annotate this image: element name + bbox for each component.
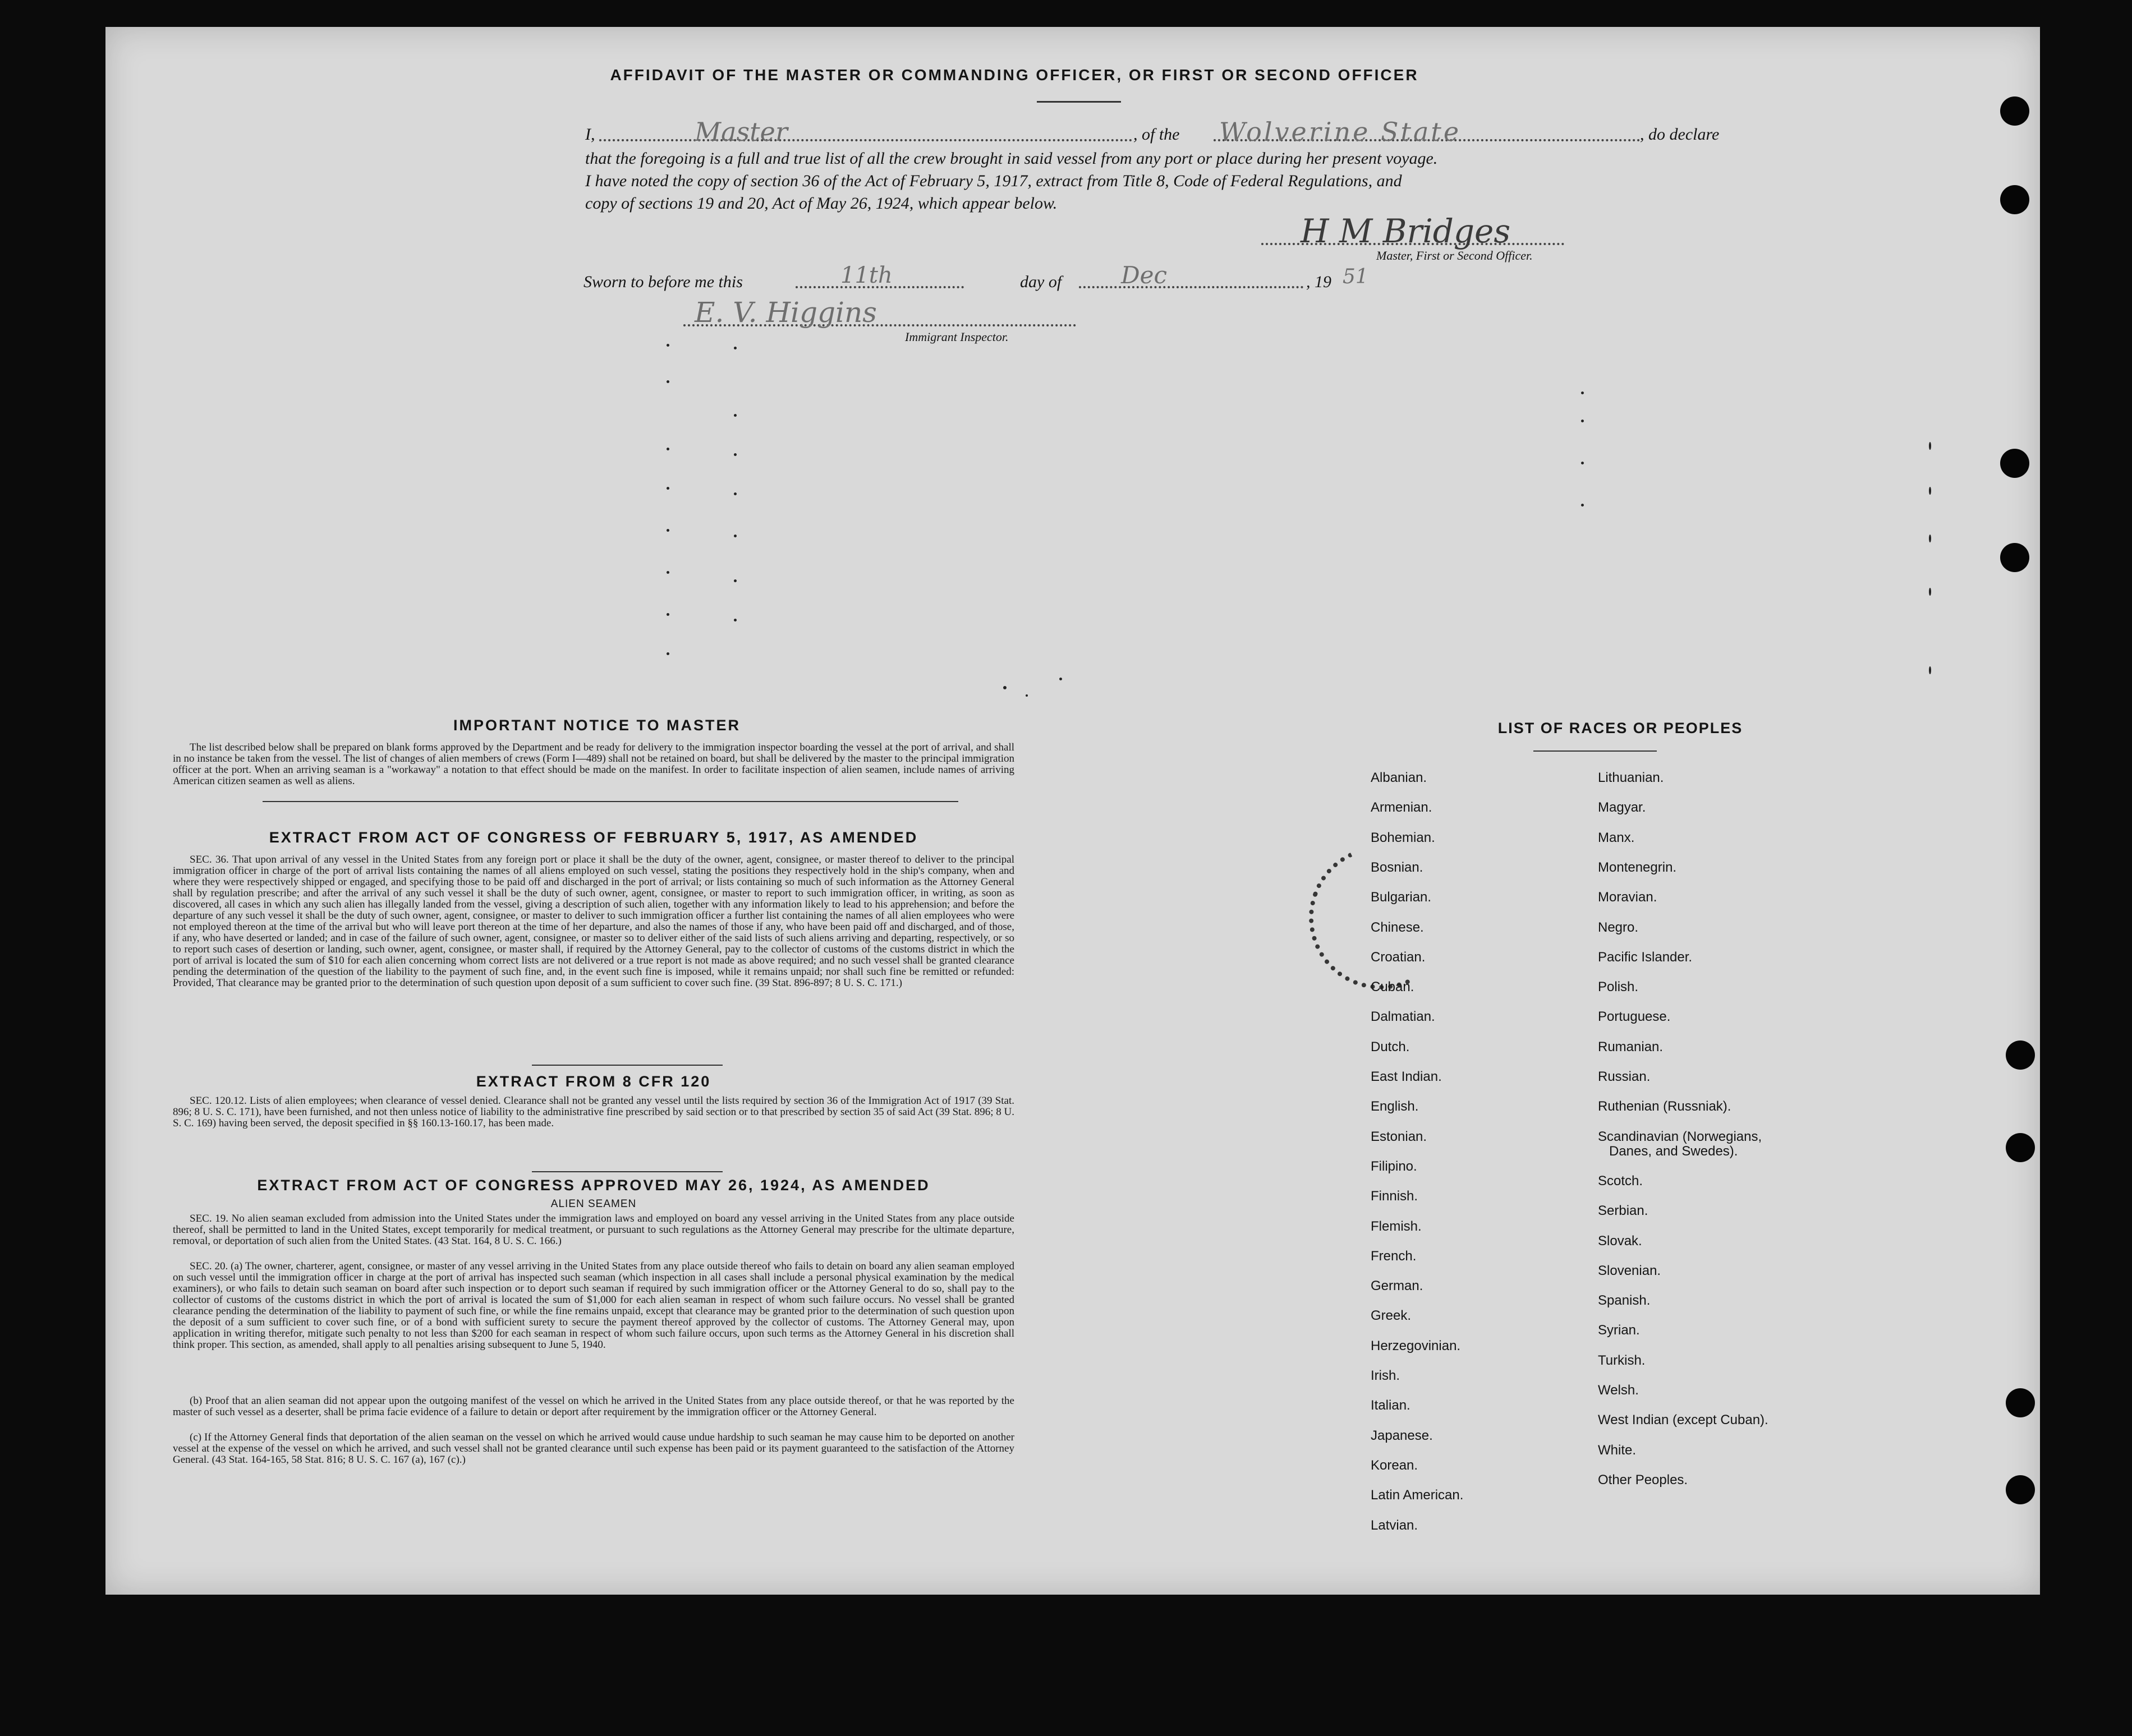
notice-title: IMPORTANT NOTICE TO MASTER (453, 717, 741, 734)
race-item: Bulgarian. (1371, 890, 1432, 905)
affidavit-title: AFFIDAVIT OF THE MASTER OR COMMANDING OFFICER, OR FIRST OR SECOND OFFICER (610, 66, 1419, 84)
race-item: Albanian. (1371, 770, 1427, 785)
race-item: Negro. (1598, 919, 1639, 935)
punch-hole (2006, 1133, 2035, 1162)
race-item: Greek. (1371, 1308, 1412, 1324)
day-handwritten: 11th (840, 263, 893, 288)
race-item: Lithuanian. (1598, 770, 1664, 785)
race-item: Turkish. (1598, 1352, 1646, 1368)
year-handwritten: 51 (1343, 265, 1368, 288)
race-item: Filipino. (1371, 1158, 1417, 1174)
signature-caption: Master, First or Second Officer. (1376, 248, 1533, 263)
punch-hole (2000, 543, 2029, 572)
extract-1924-sec20c: (c) If the Attorney General finds that deportation of the alien seaman on the vessel on which he arrived would cause undue hardship to such seaman he may cause him to be deported on another vessel at the expense of the vessel on which he arrived, and such vessel shall not be granted clearance until such expense has been paid or its payment guaranteed to the satisfaction of the Attorney General. (43 Stat. 164-165, 58 Stat. 816; 8 U. S. C. 167 (a), 167 (c).) (173, 1431, 1014, 1466)
race-item: English. (1371, 1099, 1419, 1115)
extract-cfr-title: EXTRACT FROM 8 CFR 120 (476, 1073, 711, 1090)
affidavit-body-3: copy of sections 19 and 20, Act of May 26, 1924, which appear below. (585, 194, 1058, 213)
race-item: Flemish. (1371, 1218, 1422, 1234)
punch-hole (2000, 185, 2029, 214)
i-label: I, (585, 125, 595, 144)
race-item: French. (1371, 1248, 1417, 1264)
title-rule (1037, 101, 1121, 103)
rank-blank (599, 139, 1132, 141)
extract-cfr-text: SEC. 120.12. Lists of alien employees; when clearance of vessel denied. Clearance shall not be granted any vessel until the lists required by section 36 of the Immigration Act of 1917 (39 Stat. 896; 8 U. S. C. 171), have been furnished, and not then unless notice of liability to the administrative fine prescribed by said section or to that prescribed by section 35 of said Act (39 Stat. 896; 8 U. S. C. 169) having been served, the deposit specified in §§ 160.13-160.17, has been made. (173, 1095, 1014, 1129)
extract-1917-rule (532, 1065, 723, 1066)
extract-1924-sec20: SEC. 20. (a) The owner, charterer, agent, consignee, or master of any vessel arriving in the United States from any place outside thereof who fails to detain on board any alien seaman employed on such vessel until the immigration officer in charge at the port of arrival has inspected such seaman (which inspection in all cases shall include a personal physical examination by the medical examiners), or who fails to detain such seaman on board after such inspection or to deport such seaman if required by such immigration officer or the Attorney General to do so, shall pay to the collector of customs of the customs district in which the port of arrival is located the sum of $1,000 for each alien seaman in respect of whom such failure occurs. No vessel shall be granted clearance pending the determination of the liability to payment of such fine, or while the fine remains unpaid, except that clearance may be granted prior to the determination of such question upon the deposit of a sum sufficient to cover such fine, or of a bond with sufficient surety to secure the payment thereof approved by the collector of customs. The Attorney General may, upon application in writing therefor, mitigate such penalty to not less than $200 for each seaman in respect of whom such failure occurs, upon such terms as the Attorney General in his discretion shall think proper. This section, as amended, shall apply to all penalties arising subsequent to June 5, 1940. (173, 1260, 1014, 1351)
of-the-label: , of the (1133, 125, 1180, 144)
race-item: Spanish. (1598, 1293, 1651, 1309)
alien-seamen-subtitle: ALIEN SEAMEN (550, 1198, 637, 1210)
signature-handwritten: H M Bridges (1301, 212, 1511, 250)
punch-hole (2000, 96, 2029, 126)
race-item: Dalmatian. (1371, 1009, 1435, 1025)
notice-text: The list described below shall be prepared on blank forms approved by the Department and be ready for delivery to the immigration inspector boarding the vessel at the port of arrival, and shall in no instance be taken from the vessel. The list of changes of alien members of crews (Form I—489) shall not be retained on board, but shall be delivered by the master to the principal immigration officer at the port. When an arriving seaman is a "workaway" a notation to that effect should be made on the manifest. In order to facilitate inspection of alien seamen, include names of arriving American citizen seamen as well as aliens. (173, 742, 1014, 787)
race-item: Magyar. (1598, 800, 1646, 816)
notice-rule (263, 801, 958, 802)
affidavit-body-1: that the foregoing is a full and true list of all the crew brought in said vessel from any port or place during her present voyage. (585, 149, 1438, 168)
month-handwritten: Dec (1121, 261, 1168, 289)
vessel-handwritten: Wolverine State (1219, 117, 1462, 147)
race-item: Welsh. (1598, 1383, 1639, 1398)
race-item: Slovak. (1598, 1233, 1642, 1249)
race-item: Chinese. (1371, 919, 1424, 935)
extract-1917-text: SEC. 36. That upon arrival of any vessel in the United States from any foreign port or place it shall be the duty of the owner, agent, consignee, or master thereof to deliver to the principal immigration officer in charge of the port of arrival lists containing the names of all aliens employed on such vessel, stating the positions they respectively hold in the ship's company, when and where they were respectively shipped or engaged, and specifying those to be paid off and discharged in the port of arrival; or lists containing so much of such information as the Attorney General shall by regulation prescribe; and after the arrival of any such vessel it shall be the duty of such owner, agent, consignee, or master to report to such immigration officer, in writing, as soon as discovered, all cases in which any such alien has illegally landed from the vessel, giving a description of such alien, together with any information likely to lead to his apprehension; and before the departure of any such vessel it shall be the duty of such owner, agent, consignee, or master to deliver to such immigration officer a further list containing the names of all alien employees who were not employed thereon at the time of the arrival but who will leave port thereon at the time of her departure, and also the names of those if any, who have been paid off and discharged, and of those, if any, who have deserted or landed; and in case of the failure of such owner, agent, consignee, or master so to deliver either of the said lists of such aliens arriving and departing, respectively, or so to report such cases of desertion or landing, such owner, agent, consignee, or master shall, if required by the Attorney General, pay to the collector of customs of the customs district in which the port of arrival is located the sum of $10 for each alien concerning whom correct lists are not delivered or a true report is not made as above required; and no such vessel shall be granted clearance pending the determination of the question of the liability to the payment of such fine, and, in the event such fine is imposed, while it remains unpaid; nor shall such fine be remitted or refunded: Provided, That clearance may be granted prior to the determination of such question upon deposit of a sum sufficient to cover such fine. (39 Stat. 896-897; 8 U. S. C. 171.) (173, 854, 1014, 989)
sworn-label: Sworn to before me this (583, 273, 743, 291)
race-item: Montenegrin. (1598, 859, 1677, 875)
race-item: Cuban. (1371, 979, 1414, 995)
extract-1917-title: EXTRACT FROM ACT OF CONGRESS OF FEBRUARY 5, 1917, AS AMENDED (269, 829, 918, 846)
circular-stamp-mark (1289, 826, 1473, 1010)
race-item: Latvian. (1371, 1517, 1418, 1533)
race-item: German. (1371, 1278, 1423, 1294)
affidavit-body-2: I have noted the copy of section 36 of the Act of February 5, 1917, extract from Title 8, Code of Federal Regulations, and (585, 172, 1402, 190)
race-item: Scandinavian (Norwegians, (1598, 1129, 1762, 1144)
extract-1924-sec20b: (b) Proof that an alien seaman did not appear upon the outgoing manifest of the vessel on which he arrived in the United States from any place outside thereof, or that he was reported by the master of such vessel as a deserter, shall be prima facie evidence of a failure to detain or deport after requirement by the immigration officer or the Attorney General. (173, 1395, 1014, 1418)
race-item: Portuguese. (1598, 1009, 1671, 1025)
race-item: East Indian. (1371, 1069, 1442, 1084)
race-item: Other Peoples. (1598, 1472, 1688, 1488)
race-item: Slovenian. (1598, 1263, 1661, 1278)
race-item: Manx. (1598, 830, 1635, 845)
year-prefix: , 19 (1306, 273, 1331, 291)
race-item: Danes, and Swedes). (1609, 1143, 1738, 1159)
race-item: White. (1598, 1442, 1637, 1458)
race-item: Bosnian. (1371, 859, 1423, 875)
punch-hole (2006, 1388, 2035, 1417)
inspector-caption: Immigrant Inspector. (905, 330, 1009, 344)
extract-cfr-rule (532, 1171, 723, 1172)
extract-1924-title: EXTRACT FROM ACT OF CONGRESS APPROVED MAY 26, 1924, AS AMENDED (257, 1177, 930, 1194)
race-item: West Indian (except Cuban). (1598, 1412, 1768, 1428)
race-item: Italian. (1371, 1398, 1410, 1413)
race-item: Dutch. (1371, 1039, 1410, 1055)
race-item: Moravian. (1598, 890, 1657, 905)
race-item: Serbian. (1598, 1203, 1648, 1219)
race-item: Korean. (1371, 1457, 1418, 1473)
races-title: LIST OF RACES OR PEOPLES (1497, 720, 1743, 736)
race-item: Croatian. (1371, 949, 1426, 965)
races-rule (1533, 750, 1657, 752)
race-item: Ruthenian (Russniak). (1598, 1099, 1731, 1115)
race-item: Bohemian. (1371, 830, 1435, 845)
race-item: Japanese. (1371, 1428, 1433, 1443)
punch-hole (2006, 1475, 2035, 1504)
race-item: Scotch. (1598, 1173, 1643, 1189)
race-item: Estonian. (1371, 1129, 1427, 1144)
race-item: Irish. (1371, 1368, 1400, 1383)
month-blank (1079, 286, 1303, 288)
race-item: Finnish. (1371, 1189, 1418, 1204)
inspector-handwritten: E. V. Higgins (695, 296, 877, 329)
race-item: Herzegovinian. (1371, 1338, 1461, 1353)
day-of-label: day of (1020, 273, 1062, 291)
race-item: Rumanian. (1598, 1039, 1664, 1055)
race-item: Russian. (1598, 1069, 1651, 1084)
punch-hole (2000, 449, 2029, 478)
punch-hole (2006, 1040, 2035, 1070)
do-declare-label: , do declare (1640, 125, 1720, 144)
race-item: Armenian. (1371, 800, 1432, 816)
race-item: Pacific Islander. (1598, 949, 1693, 965)
race-item: Syrian. (1598, 1323, 1640, 1338)
document-page (105, 27, 2040, 1595)
race-item: Polish. (1598, 979, 1639, 995)
race-item: Latin American. (1371, 1488, 1464, 1503)
rank-handwritten: Master (695, 117, 788, 147)
extract-1924-sec19: SEC. 19. No alien seaman excluded from admission into the United States under the immigration laws and employed on board any vessel arriving in the United States from any place outside thereof, shall be permitted to land in the United States, except temporarily for medical treatment, or pursuant to such regulations as the Attorney General may prescribe for the ultimate departure, removal, or deportation of such alien from the United States. (43 Stat. 164, 8 U. S. C. 166.) (173, 1213, 1014, 1247)
